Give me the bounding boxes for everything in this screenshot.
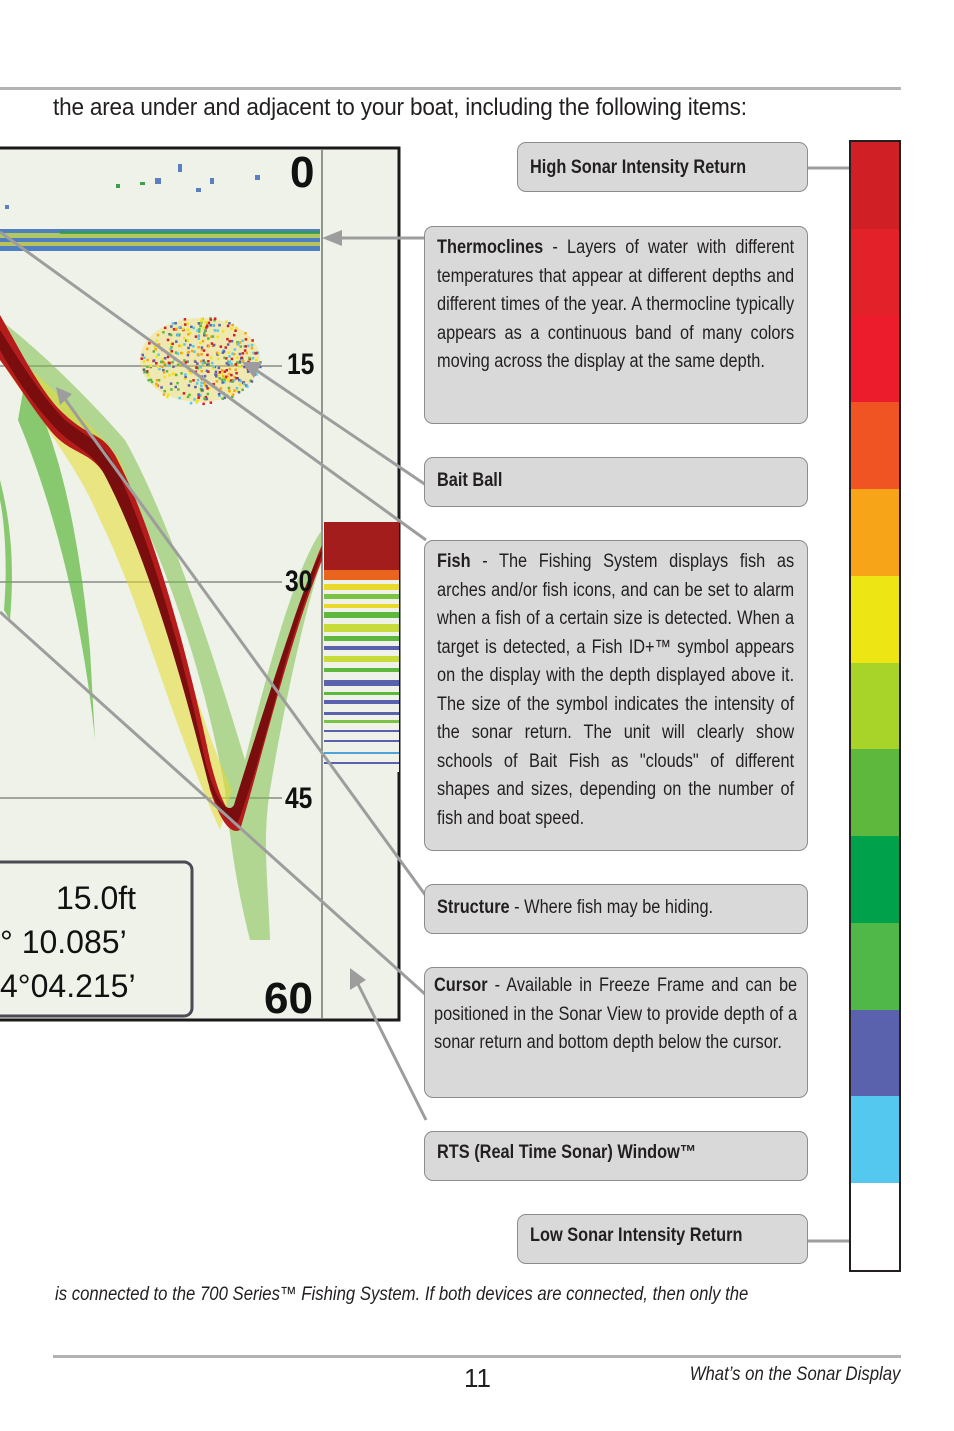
callout-low-intensity	[517, 1214, 808, 1264]
depth-label-0: 0	[290, 148, 315, 197]
intensity-color-segment	[851, 663, 899, 750]
rts-window	[324, 522, 399, 772]
callout-bait-ball-title: Bait Ball	[437, 470, 503, 491]
intensity-color-scale	[849, 140, 901, 1272]
depth-label-30: 30	[285, 565, 313, 598]
callout-cursor-text: - Available in Freeze Frame and can be positioned in the Sonar View to provide depth of a sonar return and bottom depth below the cursor.	[434, 975, 798, 1053]
footer-note: is connected to the 700 Series™ Fishing System. If both devices are connected, then only the	[55, 1284, 749, 1305]
intensity-color-segment	[851, 229, 899, 316]
intensity-color-segment	[851, 1010, 899, 1097]
callout-cursor-title: Cursor	[434, 975, 488, 996]
callout-structure-text: - Where fish may be hiding.	[509, 897, 714, 918]
depth-label-15: 15	[287, 348, 315, 381]
thermocline-band	[0, 229, 320, 251]
section-title: What’s on the Sonar Display	[689, 1364, 900, 1385]
intensity-color-segment	[851, 836, 899, 923]
readout-latitude: ° 10.085’	[0, 924, 127, 960]
intensity-color-segment	[851, 142, 899, 229]
callout-thermoclines-text: - Layers of water with different temperatures that appear at different depths and different times of the year. A thermocline typically appears as a continuous band of many colors moving across the display at the same depth.	[437, 237, 795, 372]
callout-structure	[424, 884, 808, 934]
intensity-color-segment	[851, 749, 899, 836]
intensity-color-segment	[851, 576, 899, 663]
intensity-color-segment	[851, 402, 899, 489]
depth-label-60: 60	[264, 974, 313, 1023]
intensity-color-segment	[851, 1096, 899, 1183]
callout-structure-title: Structure	[437, 897, 510, 918]
intro-text: the area under and adjacent to your boat, including the following items:	[53, 94, 747, 121]
intensity-color-segment	[851, 316, 899, 403]
callout-thermoclines-title: Thermoclines	[437, 237, 544, 258]
callout-fish	[424, 540, 808, 851]
depth-label-45: 45	[285, 782, 313, 815]
page-number: 11	[464, 1363, 491, 1393]
callout-rts-window-title: RTS (Real Time Sonar) Window™	[437, 1142, 697, 1163]
callout-fish-title: Fish	[437, 551, 471, 572]
readout-depth: 15.0ft	[56, 880, 137, 916]
intensity-color-segment	[851, 923, 899, 1010]
callout-high-intensity-title: High Sonar Intensity Return	[530, 157, 747, 178]
callout-rts-window	[424, 1131, 808, 1181]
callout-fish-text: - The Fishing System displays fish as arches and/or fish icons, and can be set to alarm when a fish of a certain size is detected. When a target is detected, a Fish ID+™ symbol appears on the display with the depth displayed above it. The size of the symbol indicates the intensity of the sonar return. The unit will clearly show schools of Bait Fish as "clouds" of different shapes and sizes, depending on the number of fish and boat speed.	[437, 551, 795, 829]
callout-high-intensity	[517, 142, 808, 192]
readout-longitude: 4°04.215’	[0, 968, 136, 1004]
intensity-color-segment	[851, 489, 899, 576]
intensity-color-segment	[851, 1183, 899, 1270]
callout-bait-ball	[424, 457, 808, 507]
callout-low-intensity-title: Low Sonar Intensity Return	[530, 1225, 743, 1246]
callout-cursor	[424, 967, 808, 1098]
callout-thermoclines	[424, 226, 808, 424]
